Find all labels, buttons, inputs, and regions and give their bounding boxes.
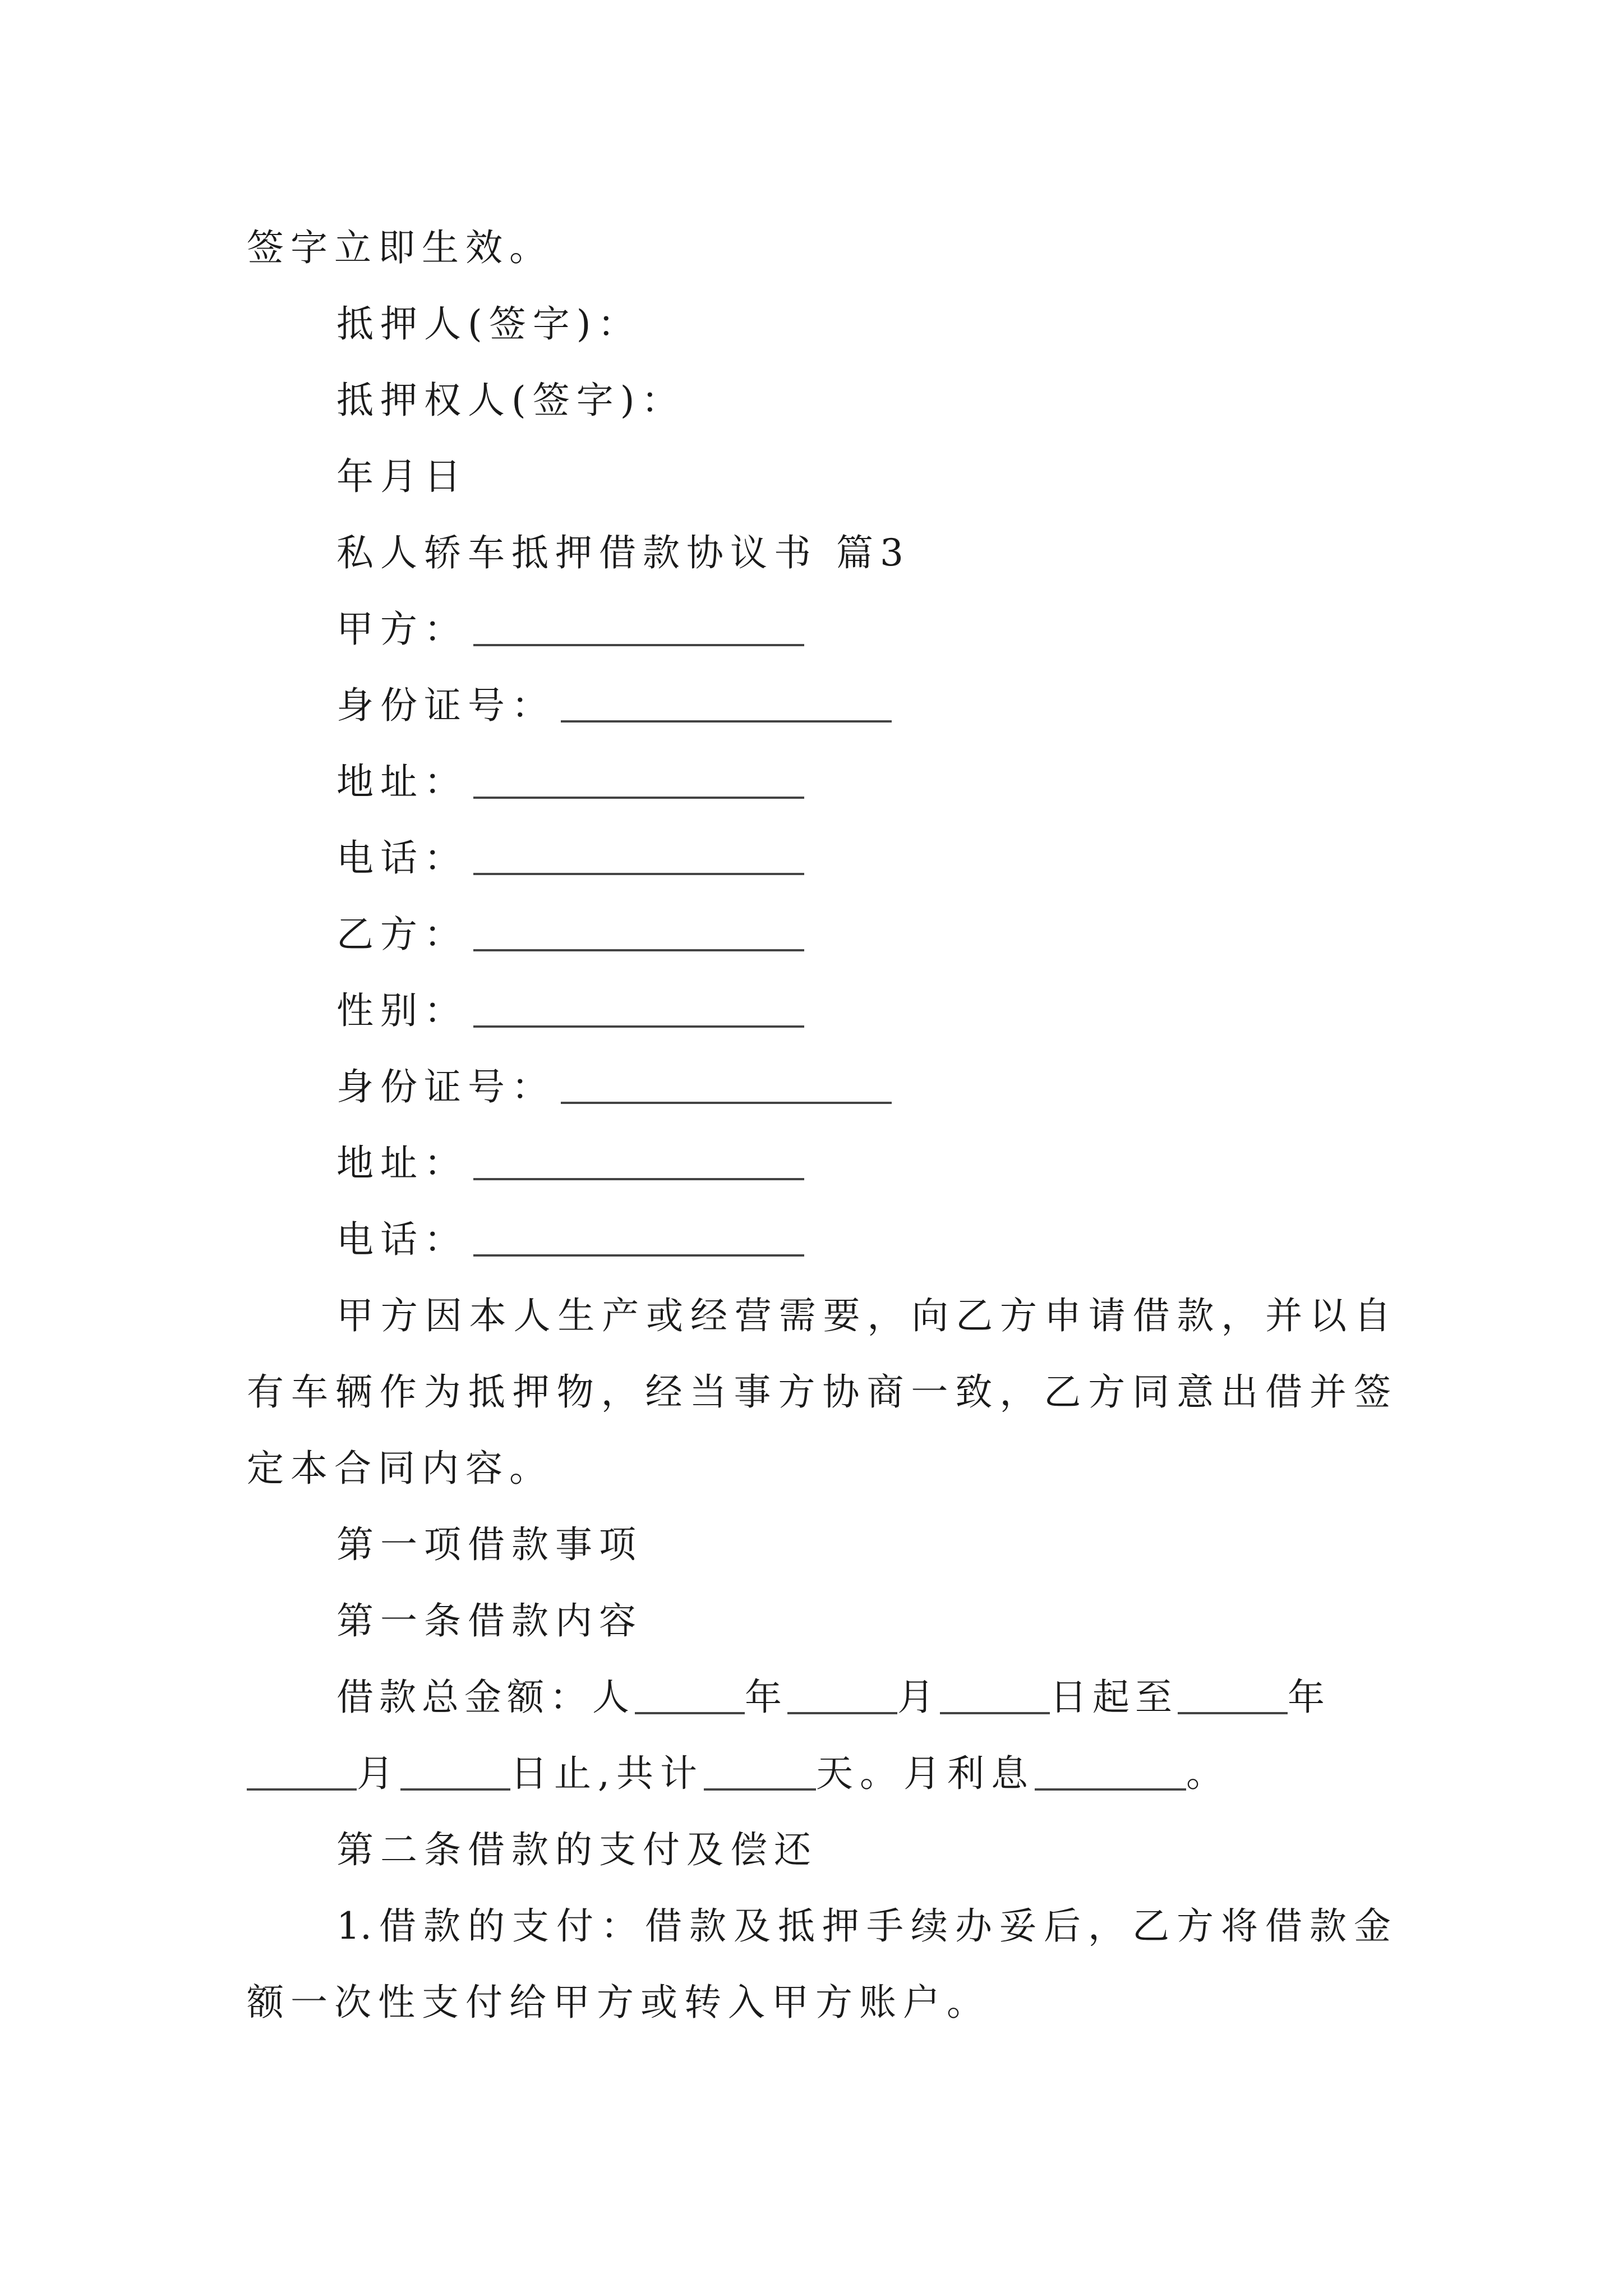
unit-text: 日起至 xyxy=(1050,1676,1178,1719)
fill-in-blank xyxy=(473,873,804,875)
article-heading: 第二条借款的支付及偿还 xyxy=(336,1828,818,1871)
field-label: 甲方： xyxy=(336,608,468,651)
paragraph-line: 额一次性支付给甲方或转入甲方账户。 xyxy=(247,1981,990,2024)
field-label: 乙方： xyxy=(336,913,468,956)
field-address-a xyxy=(336,754,1391,810)
field-party-b xyxy=(336,907,1391,963)
paragraph-line: 1.借款的支付：借款及抵押手续办妥后，乙方将借款金 xyxy=(336,1904,1391,1948)
field-id-number-b xyxy=(336,1059,1391,1115)
unit-text: 。 xyxy=(1186,1752,1230,1795)
fill-in-blank xyxy=(787,1712,897,1714)
fill-in-blank xyxy=(561,720,892,723)
field-label: 电话： xyxy=(336,1218,468,1261)
field-label: 地址： xyxy=(336,760,468,803)
unit-text: 年 xyxy=(745,1676,787,1719)
fill-in-blank xyxy=(473,1178,804,1180)
field-phone-b xyxy=(336,1212,1391,1268)
fill-in-blank xyxy=(473,644,804,646)
fill-in-blank xyxy=(473,1254,804,1257)
field-label: 身份证号： xyxy=(336,684,555,727)
unit-text: 月 xyxy=(357,1752,400,1795)
field-address-b xyxy=(336,1135,1391,1191)
field-gender-b xyxy=(336,983,1391,1039)
fill-in-blank xyxy=(473,1025,804,1028)
fill-in-blank xyxy=(1035,1788,1186,1791)
field-party-a xyxy=(336,601,1391,657)
fill-in-blank xyxy=(400,1788,510,1791)
unit-text: 年 xyxy=(1288,1676,1330,1719)
field-label: 身份证号： xyxy=(336,1065,555,1108)
paragraph-line: 甲方因本人生产或经营需要，向乙方申请借款，并以自 xyxy=(336,1294,1391,1337)
signature-mortgagee: 抵押权人(签字)： xyxy=(336,379,685,422)
unit-text: 天。月利息 xyxy=(815,1752,1035,1795)
fill-in-blank xyxy=(247,1788,357,1791)
fill-in-blank xyxy=(561,1102,892,1104)
field-label: 地址： xyxy=(336,1142,468,1185)
paragraph-line: 有车辆作为抵押物，经当事方协商一致，乙方同意出借并签 xyxy=(247,1370,1391,1414)
loan-term-line xyxy=(247,1746,1391,1802)
article-heading: 第一条借款内容 xyxy=(336,1599,643,1642)
signature-mortgagor: 抵押人(签字)： xyxy=(336,302,642,346)
loan-amount-line xyxy=(336,1669,1391,1726)
field-id-number-a xyxy=(336,678,1391,734)
fill-in-blank xyxy=(1178,1712,1288,1714)
field-label: 性别： xyxy=(336,989,468,1032)
unit-text: 日止,共计 xyxy=(510,1752,704,1795)
date-line: 年月日 xyxy=(336,455,468,498)
unit-text: 月 xyxy=(897,1676,940,1719)
section-heading: 第一项借款事项 xyxy=(336,1523,643,1566)
text-line: 签字立即生效。 xyxy=(247,226,553,269)
field-label: 电话： xyxy=(336,836,468,880)
fill-in-blank xyxy=(473,797,804,799)
fill-in-blank xyxy=(635,1712,745,1714)
paragraph-line: 定本合同内容。 xyxy=(247,1447,553,1490)
fill-in-blank xyxy=(940,1712,1050,1714)
fill-in-blank xyxy=(473,949,804,951)
section-title: 私人轿车抵押借款协议书 篇3 xyxy=(336,531,910,574)
fill-in-blank xyxy=(704,1788,816,1791)
field-phone-a xyxy=(336,830,1391,886)
loan-amount-label: 借款总金额：人 xyxy=(336,1676,635,1719)
